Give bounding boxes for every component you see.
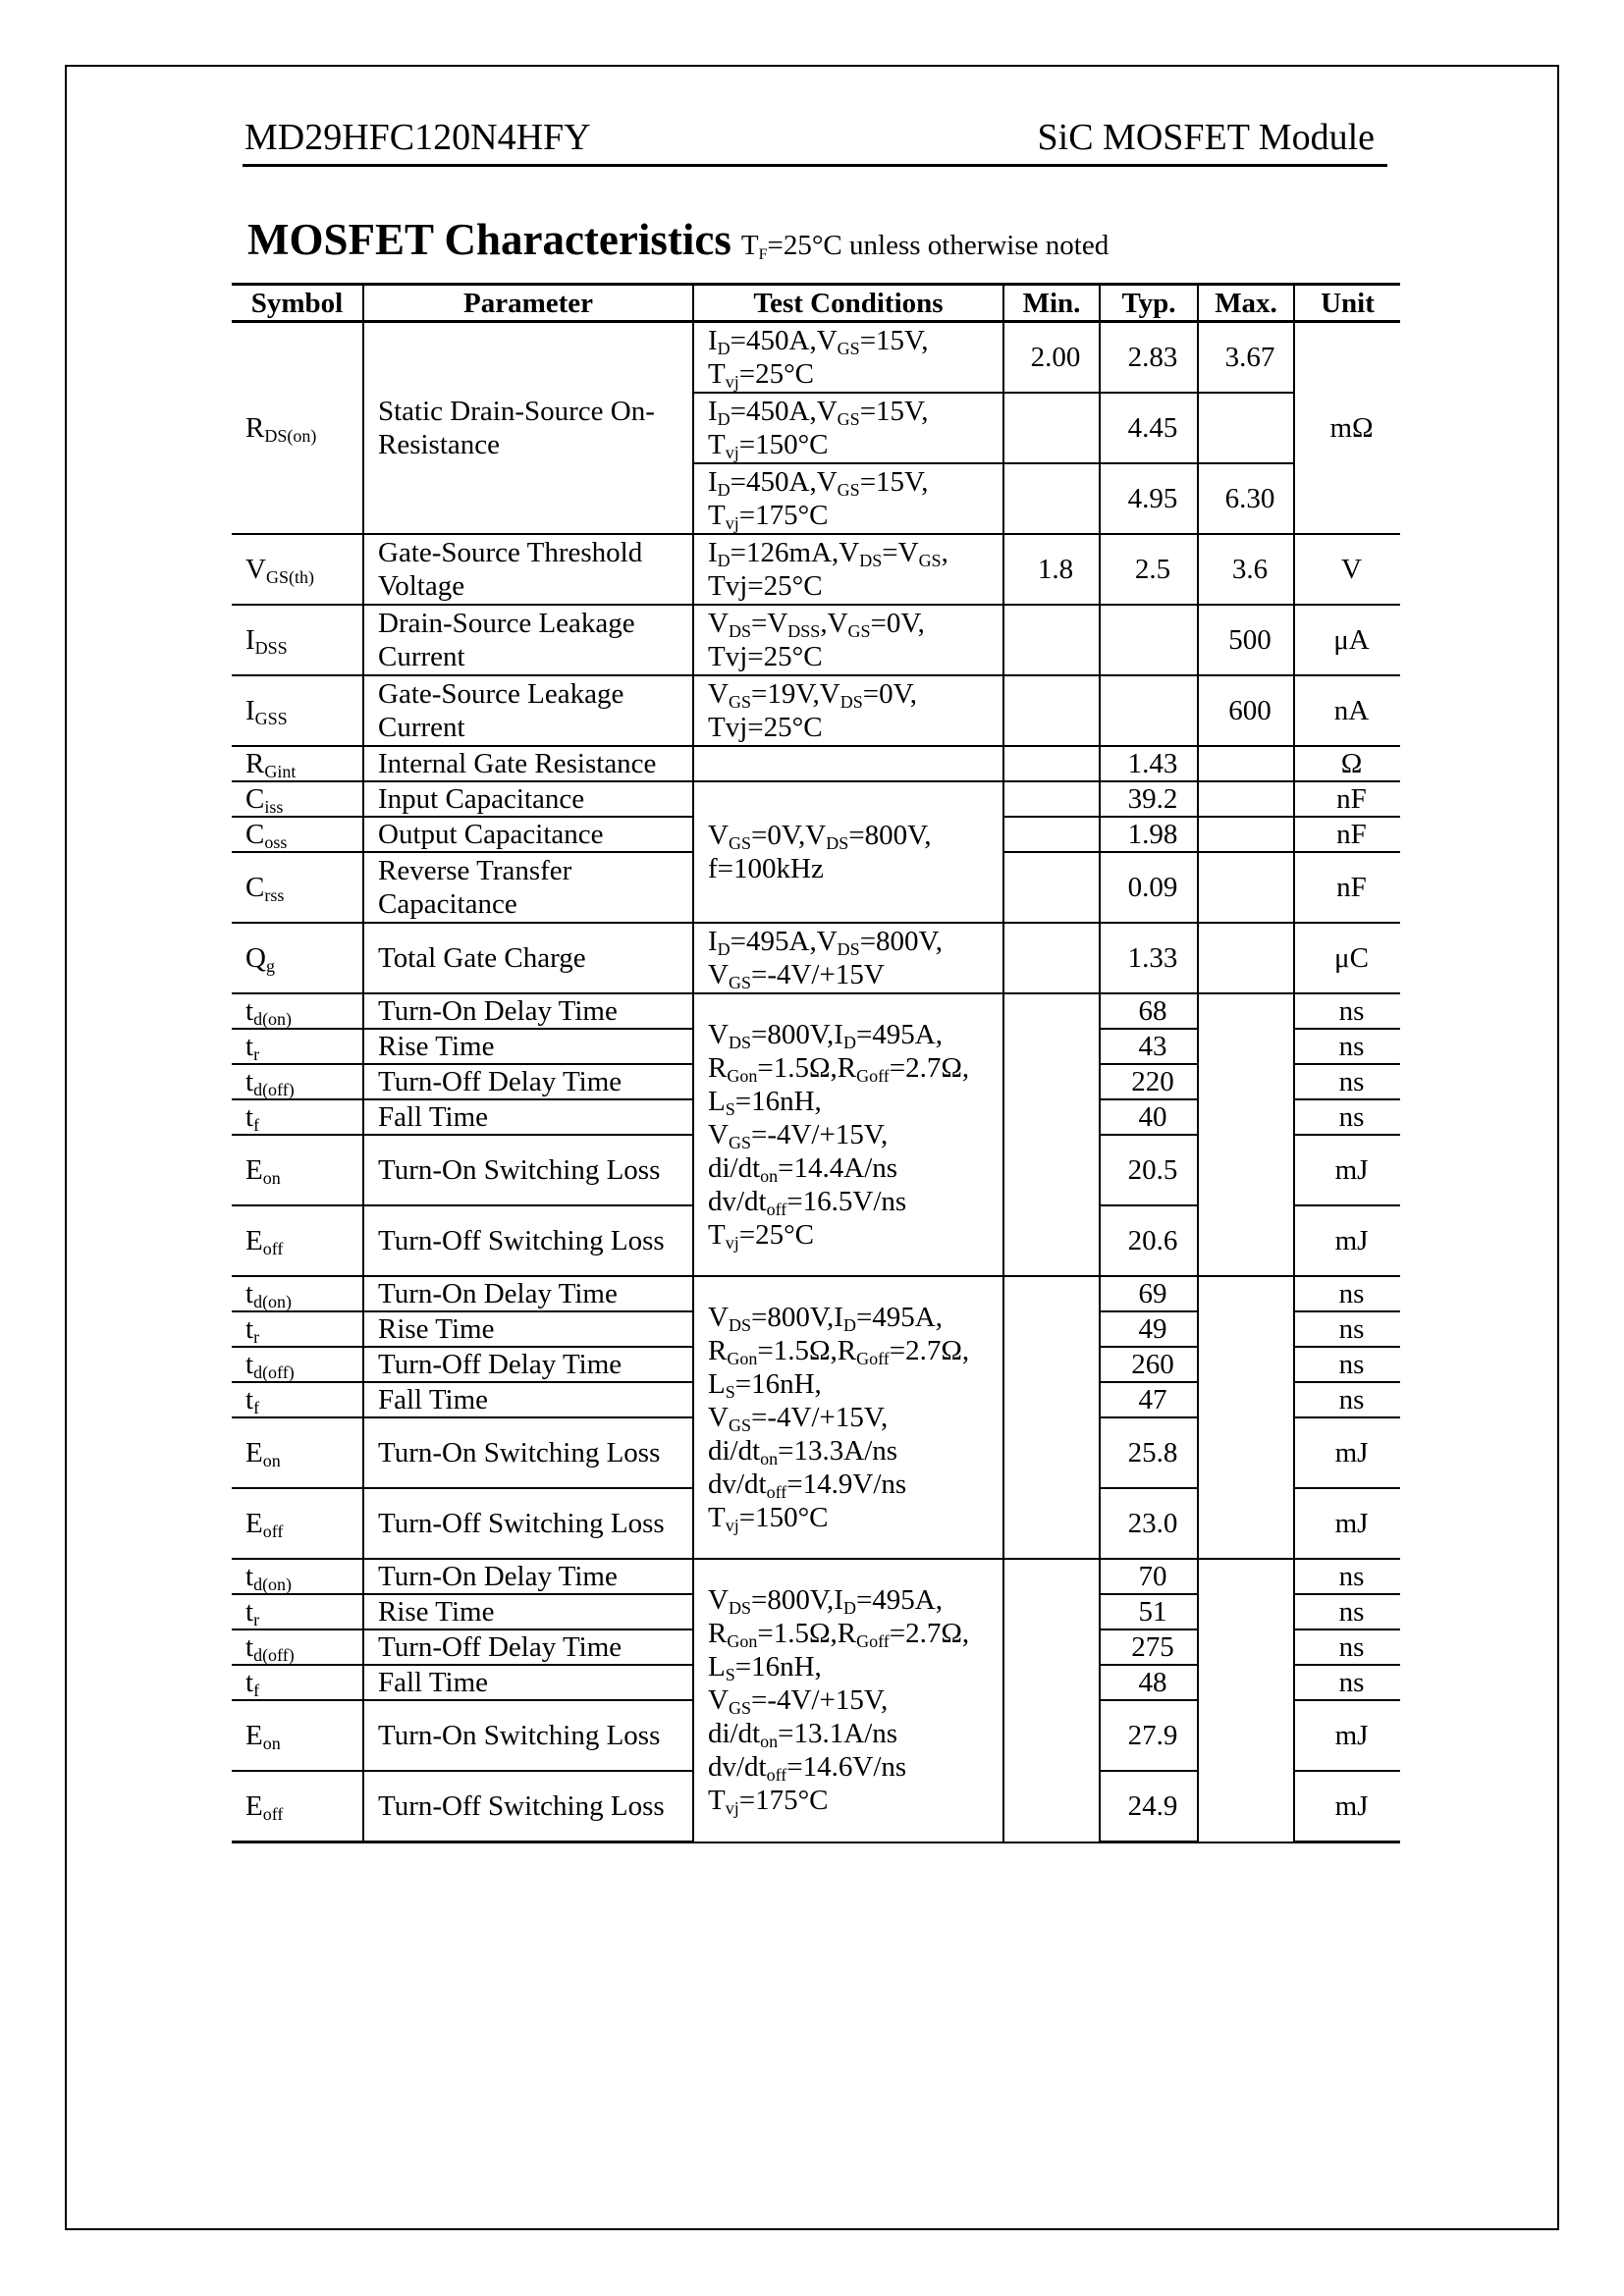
- max-cell: 3.67: [1198, 322, 1294, 394]
- table-header-row: [232, 285, 1400, 322]
- symbol-cell: $t_f$: [232, 1099, 363, 1135]
- min-cell: [1003, 817, 1100, 852]
- unit-cell: mJ: [1294, 1488, 1400, 1559]
- unit-cell: mΩ: [1294, 322, 1400, 535]
- typ-cell: 40: [1100, 1099, 1198, 1135]
- typ-cell: 23.0: [1100, 1488, 1198, 1559]
- symbol-cell: $t_r$: [232, 1311, 363, 1347]
- characteristics-table: [232, 283, 1400, 1843]
- typ-cell: 49: [1100, 1311, 1198, 1347]
- symbol-cell: $t_{d(off)}$: [232, 1629, 363, 1665]
- typ-cell: 275: [1100, 1629, 1198, 1665]
- unit-cell: nA: [1294, 675, 1400, 746]
- max-cell: 600: [1198, 675, 1294, 746]
- parameter-cell: Turn-On Delay Time: [363, 1559, 693, 1594]
- parameter-cell: Fall Time: [363, 1665, 693, 1700]
- unit-cell: ns: [1294, 993, 1400, 1029]
- conditions-cell: $V_{DS}=800V,I_D=495A$, $R_{Gon}=1.5\Omega,R_{Goff}=2.7\Omega$, $L_S=16nH$, $V_{GS}=-4V/+15V$, $di/dt_{on}=14.4A/ns$ $dv/dt_{off}=16.5V/ns$ $T_{vj}=25^\circ C$: [693, 993, 1003, 1276]
- conditions-cell: $I_D=126mA,V_{DS}=V_{GS}$, Tvj=25°C: [693, 534, 1003, 605]
- parameter-cell: Gate-Source Leakage Current: [363, 675, 693, 746]
- typ-cell: 260: [1100, 1347, 1198, 1382]
- table-row: [232, 993, 1400, 1029]
- min-cell: 1.8: [1003, 534, 1100, 605]
- parameter-cell: Turn-Off Switching Loss: [363, 1205, 693, 1276]
- typ-cell: 69: [1100, 1276, 1198, 1311]
- parameter-cell: Rise Time: [363, 1029, 693, 1064]
- unit-cell: ns: [1294, 1665, 1400, 1700]
- max-cell: [1198, 993, 1294, 1276]
- typ-cell: 27.9: [1100, 1700, 1198, 1771]
- symbol-cell: $E_{on}$: [232, 1417, 363, 1488]
- symbol-cell: $E_{on}$: [232, 1135, 363, 1205]
- column-header-parameter: Parameter: [363, 285, 693, 322]
- conditions-cell: $I_D=450A,V_{GS}=15V$, $T_{vj}=150^\circ C$: [693, 393, 1003, 463]
- unit-cell: mJ: [1294, 1771, 1400, 1842]
- parameter-cell: Drain-Source Leakage Current: [363, 605, 693, 675]
- unit-cell: ns: [1294, 1382, 1400, 1417]
- max-cell: [1198, 852, 1294, 923]
- typ-cell: 43: [1100, 1029, 1198, 1064]
- parameter-cell: Turn-Off Delay Time: [363, 1347, 693, 1382]
- typ-cell: 1.43: [1100, 746, 1198, 781]
- unit-cell: ns: [1294, 1099, 1400, 1135]
- symbol-cell: $t_{d(on)}$: [232, 1276, 363, 1311]
- typ-cell: [1100, 605, 1198, 675]
- parameter-cell: Turn-Off Delay Time: [363, 1629, 693, 1665]
- typ-cell: 2.5: [1100, 534, 1198, 605]
- table-row: [232, 781, 1400, 817]
- unit-cell: ns: [1294, 1559, 1400, 1594]
- typ-cell: 24.9: [1100, 1771, 1198, 1842]
- parameter-cell: Turn-On Switching Loss: [363, 1135, 693, 1205]
- parameter-cell: Fall Time: [363, 1382, 693, 1417]
- parameter-cell: Fall Time: [363, 1099, 693, 1135]
- table-row: [232, 746, 1400, 781]
- typ-cell: 20.5: [1100, 1135, 1198, 1205]
- parameter-cell: Input Capacitance: [363, 781, 693, 817]
- symbol-cell: $E_{off}$: [232, 1205, 363, 1276]
- parameter-cell: Turn-On Switching Loss: [363, 1700, 693, 1771]
- unit-cell: ns: [1294, 1347, 1400, 1382]
- max-cell: [1198, 746, 1294, 781]
- unit-cell: mJ: [1294, 1135, 1400, 1205]
- typ-cell: 48: [1100, 1665, 1198, 1700]
- unit-cell: μA: [1294, 605, 1400, 675]
- conditions-cell: $I_D=450A,V_{GS}=15V$, $T_{vj}=25^\circ C$: [693, 322, 1003, 394]
- parameter-cell: Turn-On Delay Time: [363, 993, 693, 1029]
- symbol-cell: $R_{DS(on)}$: [232, 322, 363, 535]
- parameter-cell: Turn-On Switching Loss: [363, 1417, 693, 1488]
- table-body: [232, 322, 1400, 1842]
- unit-cell: ns: [1294, 1029, 1400, 1064]
- column-header-typ: Typ.: [1100, 285, 1198, 322]
- symbol-cell: $R_{Gint}$: [232, 746, 363, 781]
- symbol-cell: $I_{GSS}$: [232, 675, 363, 746]
- max-cell: [1198, 393, 1294, 463]
- symbol-cell: $t_f$: [232, 1665, 363, 1700]
- typ-cell: 220: [1100, 1064, 1198, 1099]
- min-cell: [1003, 1276, 1100, 1559]
- header-rule: [243, 164, 1387, 167]
- column-header-max: Max.: [1198, 285, 1294, 322]
- table-row: [232, 923, 1400, 993]
- unit-cell: nF: [1294, 817, 1400, 852]
- typ-cell: 25.8: [1100, 1417, 1198, 1488]
- parameter-cell: Turn-Off Switching Loss: [363, 1488, 693, 1559]
- symbol-cell: $V_{GS(th)}$: [232, 534, 363, 605]
- symbol-cell: $E_{off}$: [232, 1488, 363, 1559]
- min-cell: [1003, 993, 1100, 1276]
- min-cell: [1003, 1559, 1100, 1842]
- typ-cell: [1100, 675, 1198, 746]
- typ-cell: 68: [1100, 993, 1198, 1029]
- min-cell: [1003, 463, 1100, 534]
- table-row: [232, 605, 1400, 675]
- table-row: [232, 675, 1400, 746]
- unit-cell: nF: [1294, 852, 1400, 923]
- min-cell: [1003, 605, 1100, 675]
- parameter-cell: Turn-Off Switching Loss: [363, 1771, 693, 1842]
- table-row: [232, 1559, 1400, 1594]
- symbol-cell: $I_{DSS}$: [232, 605, 363, 675]
- symbol-cell: $C_{iss}$: [232, 781, 363, 817]
- section-note: $T_F=25^\circ C$ unless otherwise noted: [740, 230, 1110, 263]
- unit-cell: V: [1294, 534, 1400, 605]
- parameter-cell: Gate-Source Threshold Voltage: [363, 534, 693, 605]
- unit-cell: ns: [1294, 1629, 1400, 1665]
- parameter-cell: Output Capacitance: [363, 817, 693, 852]
- unit-cell: ns: [1294, 1064, 1400, 1099]
- unit-cell: ns: [1294, 1594, 1400, 1629]
- typ-cell: 1.98: [1100, 817, 1198, 852]
- column-header-unit: Unit: [1294, 285, 1400, 322]
- table-row: [232, 1276, 1400, 1311]
- symbol-cell: $t_r$: [232, 1594, 363, 1629]
- symbol-cell: $t_{d(on)}$: [232, 993, 363, 1029]
- symbol-cell: $C_{rss}$: [232, 852, 363, 923]
- symbol-cell: $E_{off}$: [232, 1771, 363, 1842]
- max-cell: [1198, 781, 1294, 817]
- unit-cell: mJ: [1294, 1417, 1400, 1488]
- conditions-cell: $V_{GS}=0V,V_{DS}=800V$, f=100kHz: [693, 781, 1003, 923]
- conditions-cell: $I_D=495A,V_{DS}=800V$, $V_{GS}=-4V/+15V$: [693, 923, 1003, 993]
- max-cell: [1198, 1276, 1294, 1559]
- part-number: MD29HFC120N4HFY: [244, 117, 591, 158]
- section-heading: [247, 210, 1109, 269]
- parameter-cell: Turn-On Delay Time: [363, 1276, 693, 1311]
- min-cell: [1003, 852, 1100, 923]
- column-header-conditions: Test Conditions: [693, 285, 1003, 322]
- unit-cell: ns: [1294, 1276, 1400, 1311]
- typ-cell: 70: [1100, 1559, 1198, 1594]
- unit-cell: ns: [1294, 1311, 1400, 1347]
- conditions-cell: $V_{GS}=19V,V_{DS}=0V$, Tvj=25°C: [693, 675, 1003, 746]
- section-title: MOSFET Characteristics: [247, 215, 731, 264]
- min-cell: [1003, 675, 1100, 746]
- table-row: [232, 534, 1400, 605]
- symbol-cell: $E_{on}$: [232, 1700, 363, 1771]
- max-cell: [1198, 817, 1294, 852]
- unit-cell: Ω: [1294, 746, 1400, 781]
- parameter-cell: Rise Time: [363, 1594, 693, 1629]
- parameter-cell: Turn-Off Delay Time: [363, 1064, 693, 1099]
- symbol-cell: $t_f$: [232, 1382, 363, 1417]
- conditions-cell: $V_{DS}=800V,I_D=495A$, $R_{Gon}=1.5\Omega,R_{Goff}=2.7\Omega$, $L_S=16nH$, $V_{GS}=-4V/+15V$, $di/dt_{on}=13.3A/ns$ $dv/dt_{off}=14.9V/ns$ $T_{vj}=150^\circ C$: [693, 1276, 1003, 1559]
- symbol-cell: $t_{d(off)}$: [232, 1347, 363, 1382]
- parameter-cell: Internal Gate Resistance: [363, 746, 693, 781]
- max-cell: [1198, 923, 1294, 993]
- unit-cell: mJ: [1294, 1700, 1400, 1771]
- min-cell: [1003, 393, 1100, 463]
- max-cell: 6.30: [1198, 463, 1294, 534]
- typ-cell: 4.45: [1100, 393, 1198, 463]
- max-cell: [1198, 1559, 1294, 1842]
- parameter-cell: Total Gate Charge: [363, 923, 693, 993]
- typ-cell: 47: [1100, 1382, 1198, 1417]
- symbol-cell: $t_{d(off)}$: [232, 1064, 363, 1099]
- unit-cell: μC: [1294, 923, 1400, 993]
- unit-cell: mJ: [1294, 1205, 1400, 1276]
- min-cell: [1003, 923, 1100, 993]
- column-header-min: Min.: [1003, 285, 1100, 322]
- typ-cell: 0.09: [1100, 852, 1198, 923]
- max-cell: 500: [1198, 605, 1294, 675]
- typ-cell: 2.83: [1100, 322, 1198, 394]
- parameter-cell: Rise Time: [363, 1311, 693, 1347]
- conditions-cell: $V_{DS}=800V,I_D=495A$, $R_{Gon}=1.5\Omega,R_{Goff}=2.7\Omega$, $L_S=16nH$, $V_{GS}=-4V/+15V$, $di/dt_{on}=13.1A/ns$ $dv/dt_{off}=14.6V/ns$ $T_{vj}=175^\circ C$: [693, 1559, 1003, 1842]
- symbol-cell: $C_{oss}$: [232, 817, 363, 852]
- min-cell: 2.00: [1003, 322, 1100, 394]
- conditions-cell: $V_{DS}=V_{DSS},V_{GS}=0V$, Tvj=25°C: [693, 605, 1003, 675]
- symbol-cell: $t_{d(on)}$: [232, 1559, 363, 1594]
- parameter-cell: Reverse Transfer Capacitance: [363, 852, 693, 923]
- table-row: [232, 322, 1400, 394]
- typ-cell: 20.6: [1100, 1205, 1198, 1276]
- product-type: SiC MOSFET Module: [1037, 117, 1375, 158]
- typ-cell: 51: [1100, 1594, 1198, 1629]
- typ-cell: 39.2: [1100, 781, 1198, 817]
- min-cell: [1003, 746, 1100, 781]
- conditions-cell: [693, 746, 1003, 781]
- parameter-cell: Static Drain-Source On-Resistance: [363, 322, 693, 535]
- typ-cell: 4.95: [1100, 463, 1198, 534]
- max-cell: 3.6: [1198, 534, 1294, 605]
- symbol-cell: $Q_g$: [232, 923, 363, 993]
- typ-cell: 1.33: [1100, 923, 1198, 993]
- column-header-symbol: Symbol: [232, 285, 363, 322]
- symbol-cell: $t_r$: [232, 1029, 363, 1064]
- min-cell: [1003, 781, 1100, 817]
- conditions-cell: $I_D=450A,V_{GS}=15V$, $T_{vj}=175^\circ C$: [693, 463, 1003, 534]
- unit-cell: nF: [1294, 781, 1400, 817]
